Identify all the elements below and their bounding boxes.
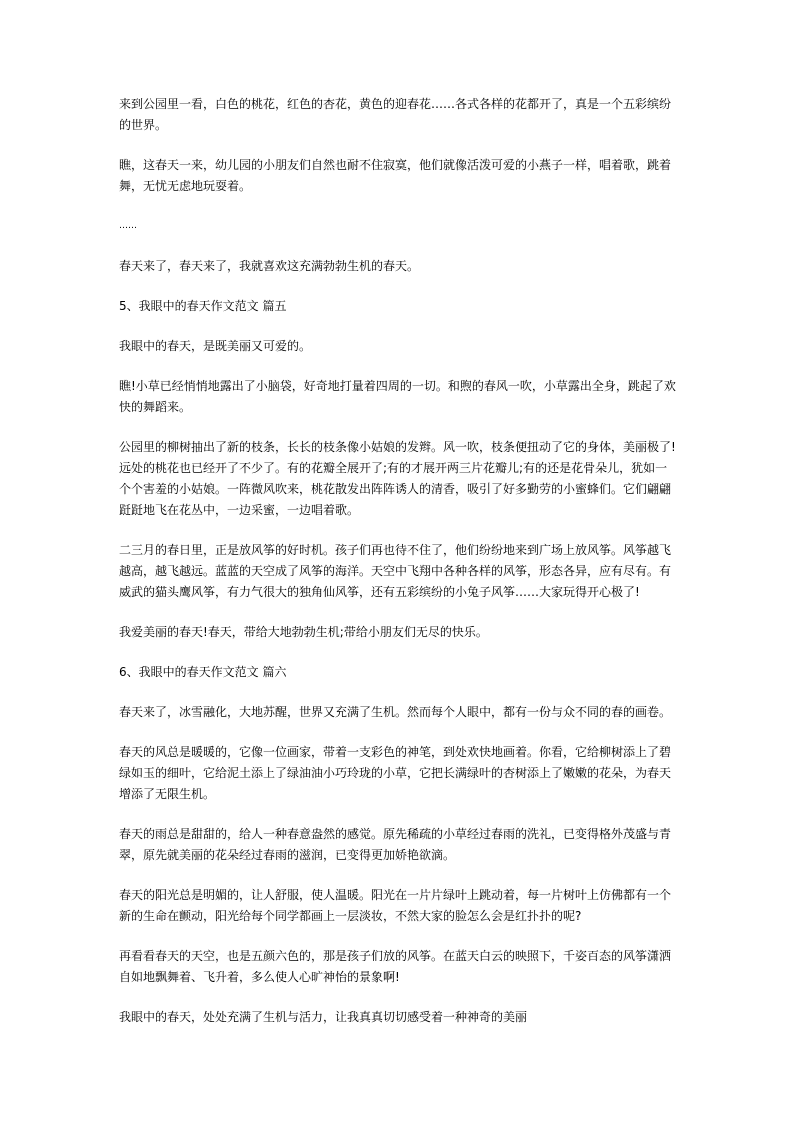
paragraph: 再看看春天的天空，也是五颜六色的，那是孩子们放的风筝。在蓝天白云的映照下，千姿百态的风筝潇洒自如地飘舞着、飞升着，多么使人心旷神怡的景象啊! bbox=[119, 949, 672, 984]
paragraph: 春天的阳光总是明媚的，让人舒服，使人温暖。阳光在一片片绿叶上跳动着，每一片树叶上仿佛都有一个新的生命在颤动，阳光给每个同学都画上一层淡妆，不然大家的脸怎么会是红扑扑的呢? bbox=[119, 888, 672, 923]
paragraph: 瞧!小草已经悄悄地露出了小脑袋，好奇地打量着四周的一切。和煦的春风一吹，小草露出全身，跳起了欢快的舞蹈来。 bbox=[119, 379, 676, 414]
paragraph: 我眼中的春天，处处充满了生机与活力，让我真真切切感受着一种神奇的美丽 bbox=[119, 1010, 528, 1024]
paragraph: 来到公园里一看，白色的桃花，红色的杏花，黄色的迎春花……各式各样的花都开了，真是一个五彩缤纷的世界。 bbox=[119, 97, 672, 132]
paragraph: 春天来了，冰雪融化，大地苏醒，世界又充满了生机。然而每个人眼中，都有一份与众不同的春的画卷。 bbox=[119, 705, 672, 719]
paragraph: 公园里的柳树抽出了新的枝条，长长的枝条像小姑娘的发辫。风一吹，枝条便扭动了它的身体，美丽极了!远处的桃花也已经开了不少了。有的花瓣全展开了;有的才展开两三片花瓣儿;有的还是花骨朵儿，犹如一个个害羞的小姑娘。一阵微风吹来，桃花散发出阵阵诱人的清香，吸引了好多勤劳的小蜜蜂们。它们翩翩跹跹地飞在花丛中，一边采蜜，一边唱着歌。 bbox=[119, 440, 676, 517]
section-heading: 5、我眼中的春天作文范文 篇五 bbox=[119, 299, 287, 313]
paragraph: 我眼中的春天，是既美丽又可爱的。 bbox=[119, 339, 312, 353]
section-heading: 6、我眼中的春天作文范文 篇六 bbox=[119, 665, 287, 679]
paragraph: 瞧，这春天一来，幼儿园的小朋友们自然也耐不住寂寞，他们就像活泼可爱的小燕子一样，唱着歌，跳着舞，无忧无虑地玩耍着。 bbox=[119, 158, 672, 193]
paragraph: 我爱美丽的春天!春天，带给大地勃勃生机;带给小朋友们无尽的快乐。 bbox=[119, 625, 488, 639]
paragraph: 春天的雨总是甜甜的，给人一种春意盎然的感觉。原先稀疏的小草经过春雨的洗礼，已变得格外茂盛与青翠，原先就美丽的花朵经过春雨的滋润，已变得更加娇艳欲滴。 bbox=[119, 827, 672, 862]
paragraph: 春天来了，春天来了，我就喜欢这充满勃勃生机的春天。 bbox=[119, 259, 420, 273]
paragraph: 二三月的春日里，正是放风筝的好时机。孩子们再也待不住了，他们纷纷地来到广场上放风筝。风筝越飞越高，越飞越远。蓝蓝的天空成了风筝的海洋。天空中飞翔中各种各样的风筝，形态各异，应有尽有。有威武的猫头鹰风筝，有力气很大的独角仙风筝，还有五彩缤纷的小兔子风筝……大家玩得开心极了! bbox=[119, 543, 672, 599]
paragraph: 春天的风总是暖暖的，它像一位画家，带着一支彩色的神笔，到处欢快地画着。你看，它给柳树添上了碧绿如玉的细叶，它给泥土添上了绿油油小巧玲珑的小草，它把长满绿叶的杏树添上了嫩嫩的花朵，为春天增添了无限生机。 bbox=[119, 745, 672, 801]
document-body bbox=[119, 94, 679, 1047]
ellipsis-marker: …… bbox=[119, 221, 137, 231]
